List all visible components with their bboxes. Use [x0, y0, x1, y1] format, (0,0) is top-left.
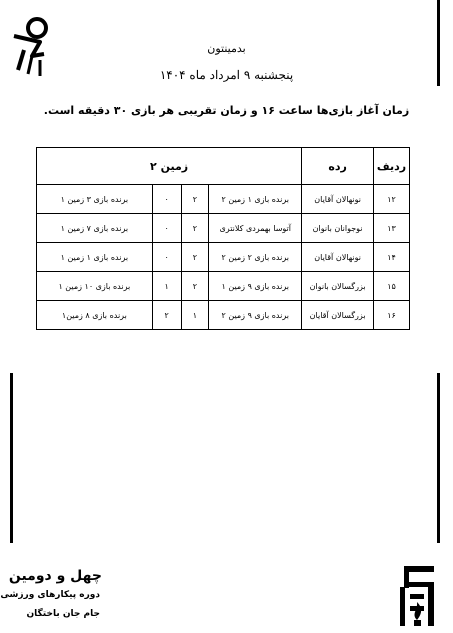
row-category: نوجوانان بانوان — [302, 214, 374, 243]
sport-title: بدمینتون — [207, 42, 246, 55]
left-margin-rule — [10, 373, 13, 543]
table-header-row — [37, 148, 410, 185]
row-score-right: ۲ — [152, 301, 181, 330]
row-match-left: آتوسا بهمردی کلانتری — [209, 214, 302, 243]
footer-cup: جام جان باختگان — [26, 609, 100, 619]
row-category: نونهالان آقایان — [302, 185, 374, 214]
row-number: ۱۳ — [374, 214, 410, 243]
row-match-right: برنده بازی ۱ زمین ۱ — [37, 243, 153, 272]
match-table — [36, 147, 410, 330]
row-category: بزرگسالان آقایان — [302, 301, 374, 330]
row-match-right: برنده بازی ۱۰ زمین ۱ — [37, 272, 153, 301]
row-category: نونهالان آقایان — [302, 243, 374, 272]
row-match-left: برنده بازی ۹ زمین ۱ — [209, 272, 302, 301]
table-row — [37, 272, 410, 301]
row-match-right: برنده بازی ۸ زمین۱ — [37, 301, 153, 330]
right-margin-rule — [437, 373, 440, 543]
row-number: ۱۲ — [374, 185, 410, 214]
row-match-left: برنده بازی ۹ زمین ۲ — [209, 301, 302, 330]
row-score-right: ۰ — [152, 185, 181, 214]
event-date: پنجشنبه ۹ امرداد ماه ۱۴۰۴ — [159, 68, 294, 82]
row-score-left: ۲ — [181, 272, 209, 301]
row-score-left: ۲ — [181, 243, 209, 272]
footer-event: دوره پیکارهای ورزشی — [0, 590, 100, 600]
row-match-left: برنده بازی ۲ زمین ۲ — [209, 243, 302, 272]
table-row — [37, 301, 410, 330]
table-row — [37, 243, 410, 272]
row-number: ۱۴ — [374, 243, 410, 272]
row-number: ۱۶ — [374, 301, 410, 330]
row-match-right: برنده بازی ۳ زمین ۱ — [37, 185, 153, 214]
row-score-right: ۰ — [152, 214, 181, 243]
row-score-right: ۱ — [152, 272, 181, 301]
row-score-right: ۰ — [152, 243, 181, 272]
footer-edition: چهل و دومین — [8, 568, 102, 584]
header-category: رده — [302, 148, 374, 185]
torch-emblem-icon — [398, 562, 438, 626]
table-row — [37, 185, 410, 214]
schedule-note: زمان آغاز بازی‌ها ساعت ۱۶ و زمان تقریبی هر بازی ۳۰ دقیقه است. — [43, 104, 410, 117]
row-number: ۱۵ — [374, 272, 410, 301]
table-row — [37, 214, 410, 243]
row-score-left: ۱ — [181, 301, 209, 330]
row-score-left: ۲ — [181, 185, 209, 214]
row-match-right: برنده بازی ۷ زمین ۱ — [37, 214, 153, 243]
row-score-left: ۲ — [181, 214, 209, 243]
header-row-number: ردیف — [374, 148, 410, 185]
row-match-left: برنده بازی ۱ زمین ۲ — [209, 185, 302, 214]
header-field: زمین ۲ — [37, 148, 302, 185]
row-category: بزرگسالان بانوان — [302, 272, 374, 301]
